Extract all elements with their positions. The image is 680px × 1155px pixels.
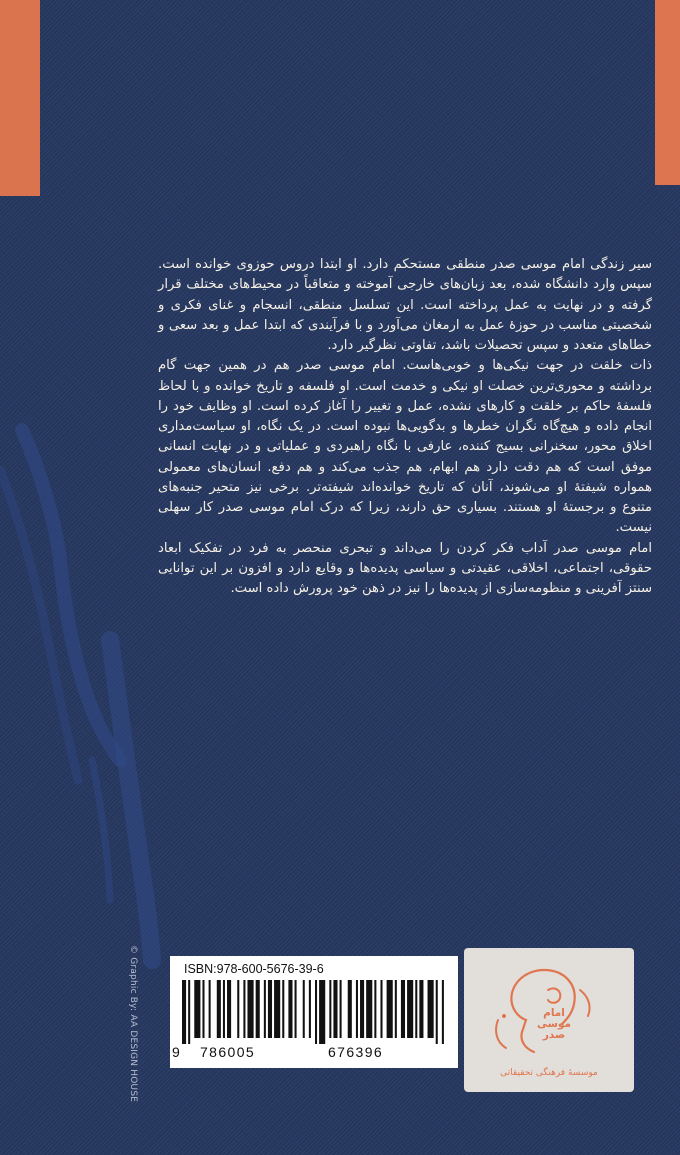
barcode-bar — [303, 980, 305, 1038]
isbn-barcode — [170, 956, 458, 1068]
barcode-bar — [217, 980, 221, 1038]
barcode-bar — [407, 980, 413, 1038]
barcode-bar — [202, 980, 204, 1038]
barcode-bar — [348, 980, 352, 1038]
barcode-bar — [264, 980, 266, 1038]
description-paragraph-3: امام موسی صدر آداب فکر کردن را می‌داند و تبحری منحصر به فرد در تفکیک ابعاد حقوقی، اجتماعی، اخلاقی، عقیدتی و سیاسی پدیده‌ها و وقایع دارد و افزون بر این توانایی سنتز آفرینی و منظومه‌سازی از پدیده‌ها را نیز در ذهن خود پرورش داده است. — [158, 540, 652, 596]
barcode-bar — [340, 980, 342, 1038]
barcode-bar — [188, 980, 190, 1044]
barcode-bar — [247, 980, 253, 1038]
publisher-logo — [464, 948, 634, 1092]
barcode-bar — [288, 980, 292, 1038]
barcode-bar — [223, 980, 225, 1038]
description-paragraph-1: سیر زندگی امام موسی صدر منطقی مستحکم دارد. او ابتدا دروس حوزوی خوانده است. سپس وارد دانشگاه شده، بعد زبان‌های خارجی آموخته و متعاقباً در محیط‌های مختلف قرار گرفته و در نهایت به عمل پرداخته است. این تسلسل منطقی، انسجام و غنای فکری و شخصیتی مناسب در حوزهٔ عمل به ارمغان می‌آورد و با فرآیندی که ابتدا عمل و بعد سعی و خطاهای متعدد و سپس تحصیلات باشد، تفاوتی نظرگیر دارد. — [158, 257, 652, 353]
barcode-bar — [315, 980, 317, 1044]
barcode-bar — [333, 980, 337, 1038]
barcode-bar — [309, 980, 311, 1038]
barcode-bar — [366, 980, 372, 1038]
barcode-bar — [395, 980, 397, 1038]
barcode-bar — [237, 980, 239, 1038]
barcode-bar — [442, 980, 444, 1044]
barcode-bar — [436, 980, 438, 1044]
barcode-bar — [329, 980, 331, 1038]
barcode-bar — [319, 980, 325, 1044]
logo-title-line-1: امام — [543, 1007, 565, 1019]
barcode-bars — [182, 980, 448, 1044]
barcode-bar — [295, 980, 297, 1038]
logo-subtitle: موسسهٔ فرهنگی تحقیقاتی — [500, 1068, 598, 1078]
logo-title — [534, 1008, 574, 1041]
barcode-bar — [243, 980, 245, 1038]
barcode-bar — [227, 980, 231, 1038]
barcode-digit-first: 9 — [172, 1044, 180, 1060]
barcode-bar — [256, 980, 260, 1038]
barcode-bar — [182, 980, 186, 1044]
orange-corner-block — [655, 0, 680, 185]
logo-title-line-3: صدر — [542, 1029, 566, 1041]
barcode-bar — [380, 980, 382, 1038]
barcode-bar — [415, 980, 417, 1038]
description-paragraph-2: ذات خلقت در جهت نیکی‌ها و خوبی‌هاست. امام موسی صدر هم در همین جهت گام برداشته و محوری‌ترین خصلت او نیکی و خدمت است. او فلسفه و تاریخ خوانده و با لحاظ فلسفهٔ حاکم بر خلقت و کارهای نشده، عمل و تغییر را آغاز کرده است. او وظایف خود را انجام داده و هیچ‌گاه نگران خطرها و بدگویی‌ها نبوده است. در یک نگاه، او سیاست‌مداری اخلاق محور، سخنرانی بسیج کننده، عارفی با نگاه راهبردی و عملیاتی و در نهایت انسانی موفق است که هم دقت دارد هم ابهام، هم جذب می‌کند و هم دفع. انسان‌های معمولی همواره شیفتهٔ او می‌شوند، آنان که تاریخ خوانده‌اند شیفته‌تر. برخی نیز متحیر جنبه‌های متنوع و برجستهٔ او هستند. بسیاری حق دارند، زیرا که درک امام موسی صدر کار سهلی نیست. — [158, 358, 652, 536]
barcode-digits-left: 786005 — [200, 1044, 256, 1060]
barcode-bar — [356, 980, 358, 1038]
isbn-label: ISBN:978-600-5676-39-6 — [184, 962, 324, 976]
barcode-bar — [401, 980, 405, 1038]
design-credit: © Graphic By: AA DESIGN HOUSE — [128, 945, 138, 1103]
barcode-digits — [170, 1044, 458, 1064]
barcode-bar — [274, 980, 280, 1038]
barcode-bar — [209, 980, 211, 1038]
barcode-bar — [268, 980, 272, 1038]
barcode-bar — [194, 980, 200, 1038]
barcode-bar — [428, 980, 434, 1038]
logo-title-line-2: موسی — [536, 1018, 572, 1030]
orange-side-strip — [0, 0, 40, 196]
barcode-bar — [387, 980, 393, 1038]
barcode-bar — [282, 980, 284, 1038]
book-description — [158, 255, 652, 599]
barcode-bar — [360, 980, 364, 1038]
barcode-bar — [419, 980, 423, 1038]
barcode-digits-right: 676396 — [328, 1044, 384, 1060]
barcode-bar — [374, 980, 376, 1038]
